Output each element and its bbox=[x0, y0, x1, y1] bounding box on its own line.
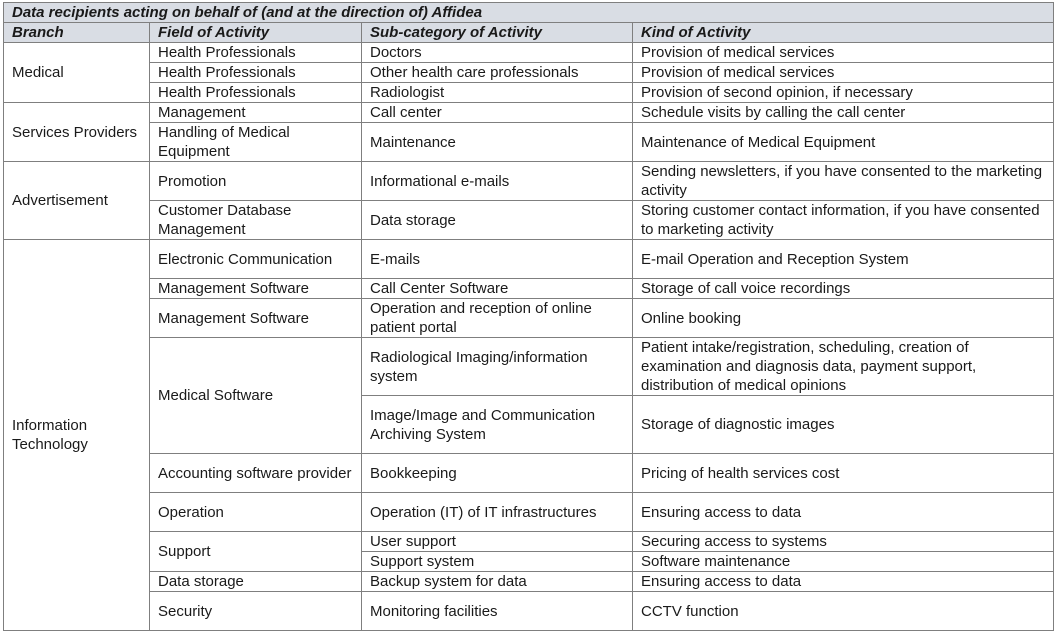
header-sub: Sub-category of Activity bbox=[362, 23, 633, 43]
branch-advertisement: Advertisement bbox=[4, 162, 150, 240]
kind-cell: Maintenance of Medical Equipment bbox=[633, 123, 1054, 162]
title-row bbox=[4, 3, 1054, 23]
kind-cell: Ensuring access to data bbox=[633, 493, 1054, 532]
field-cell: Health Professionals bbox=[150, 63, 362, 83]
field-cell-medical-software: Medical Software bbox=[150, 338, 362, 454]
kind-cell: Provision of medical services bbox=[633, 63, 1054, 83]
table-row bbox=[4, 493, 1054, 532]
kind-cell: Online booking bbox=[633, 299, 1054, 338]
table-row bbox=[4, 201, 1054, 240]
field-cell: Health Professionals bbox=[150, 43, 362, 63]
field-cell: Operation bbox=[150, 493, 362, 532]
sub-cell: Radiological Imaging/information system bbox=[362, 338, 633, 396]
table-row bbox=[4, 454, 1054, 493]
branch-it: Information Technology bbox=[4, 240, 150, 631]
sub-cell: Doctors bbox=[362, 43, 633, 63]
table-row bbox=[4, 103, 1054, 123]
sub-cell: E-mails bbox=[362, 240, 633, 279]
kind-cell: Sending newsletters, if you have consented to the marketing activity bbox=[633, 162, 1054, 201]
sub-cell: Operation (IT) of IT infrastructures bbox=[362, 493, 633, 532]
table-row bbox=[4, 299, 1054, 338]
table-row bbox=[4, 123, 1054, 162]
field-cell: Accounting software provider bbox=[150, 454, 362, 493]
table-row bbox=[4, 240, 1054, 279]
field-cell: Promotion bbox=[150, 162, 362, 201]
kind-cell: Schedule visits by calling the call center bbox=[633, 103, 1054, 123]
kind-cell: Pricing of health services cost bbox=[633, 454, 1054, 493]
header-field: Field of Activity bbox=[150, 23, 362, 43]
sub-cell: Data storage bbox=[362, 201, 633, 240]
table-row bbox=[4, 592, 1054, 631]
kind-cell: Provision of second opinion, if necessary bbox=[633, 83, 1054, 103]
sub-cell: Maintenance bbox=[362, 123, 633, 162]
sub-cell: Image/Image and Communication Archiving System bbox=[362, 396, 633, 454]
sub-cell: Bookkeeping bbox=[362, 454, 633, 493]
field-cell: Electronic Communication bbox=[150, 240, 362, 279]
header-kind: Kind of Activity bbox=[633, 23, 1054, 43]
sub-cell: Backup system for data bbox=[362, 572, 633, 592]
sub-cell: Informational e-mails bbox=[362, 162, 633, 201]
field-cell-support: Support bbox=[150, 532, 362, 572]
sub-cell: Other health care professionals bbox=[362, 63, 633, 83]
kind-cell: Provision of medical services bbox=[633, 43, 1054, 63]
field-cell: Health Professionals bbox=[150, 83, 362, 103]
field-cell: Management bbox=[150, 103, 362, 123]
table-row bbox=[4, 43, 1054, 63]
sub-cell: Operation and reception of online patient portal bbox=[362, 299, 633, 338]
kind-cell: Patient intake/registration, scheduling, creation of examination and diagnosis data, payment support, distribution of medical opinions bbox=[633, 338, 1054, 396]
kind-cell: E-mail Operation and Reception System bbox=[633, 240, 1054, 279]
field-cell: Customer Database Management bbox=[150, 201, 362, 240]
field-cell: Management Software bbox=[150, 279, 362, 299]
field-cell: Monitoring facilities bbox=[362, 592, 633, 631]
sub-cell: Support system bbox=[362, 552, 633, 572]
table-row bbox=[4, 338, 1054, 396]
header-row bbox=[4, 23, 1054, 43]
kind-cell: Storage of diagnostic images bbox=[633, 396, 1054, 454]
data-recipients-table bbox=[3, 2, 1054, 631]
table-row bbox=[4, 162, 1054, 201]
kind-cell: Ensuring access to data bbox=[633, 572, 1054, 592]
field-cell: Data storage bbox=[150, 572, 362, 592]
table-row bbox=[4, 279, 1054, 299]
table-row bbox=[4, 572, 1054, 592]
kind-cell: Storing customer contact information, if you have consented to marketing activity bbox=[633, 201, 1054, 240]
table-row bbox=[4, 63, 1054, 83]
kind-cell: Storage of call voice recordings bbox=[633, 279, 1054, 299]
sub-cell: Call center bbox=[362, 103, 633, 123]
branch-medical: Medical bbox=[4, 43, 150, 103]
field-cell: Handling of Medical Equipment bbox=[150, 123, 362, 162]
sub-cell: CCTV function bbox=[633, 592, 1054, 631]
table-row bbox=[4, 532, 1054, 552]
table-row bbox=[4, 83, 1054, 103]
header-branch: Branch bbox=[4, 23, 150, 43]
sub-cell: Radiologist bbox=[362, 83, 633, 103]
table-title: Data recipients acting on behalf of (and at the direction of) Affidea bbox=[4, 3, 1054, 23]
kind-cell: Securing access to systems bbox=[633, 532, 1054, 552]
sub-cell: User support bbox=[362, 532, 633, 552]
branch-security: Security bbox=[150, 592, 362, 631]
branch-services: Services Providers bbox=[4, 103, 150, 162]
kind-cell: Software maintenance bbox=[633, 552, 1054, 572]
sub-cell: Call Center Software bbox=[362, 279, 633, 299]
field-cell: Management Software bbox=[150, 299, 362, 338]
